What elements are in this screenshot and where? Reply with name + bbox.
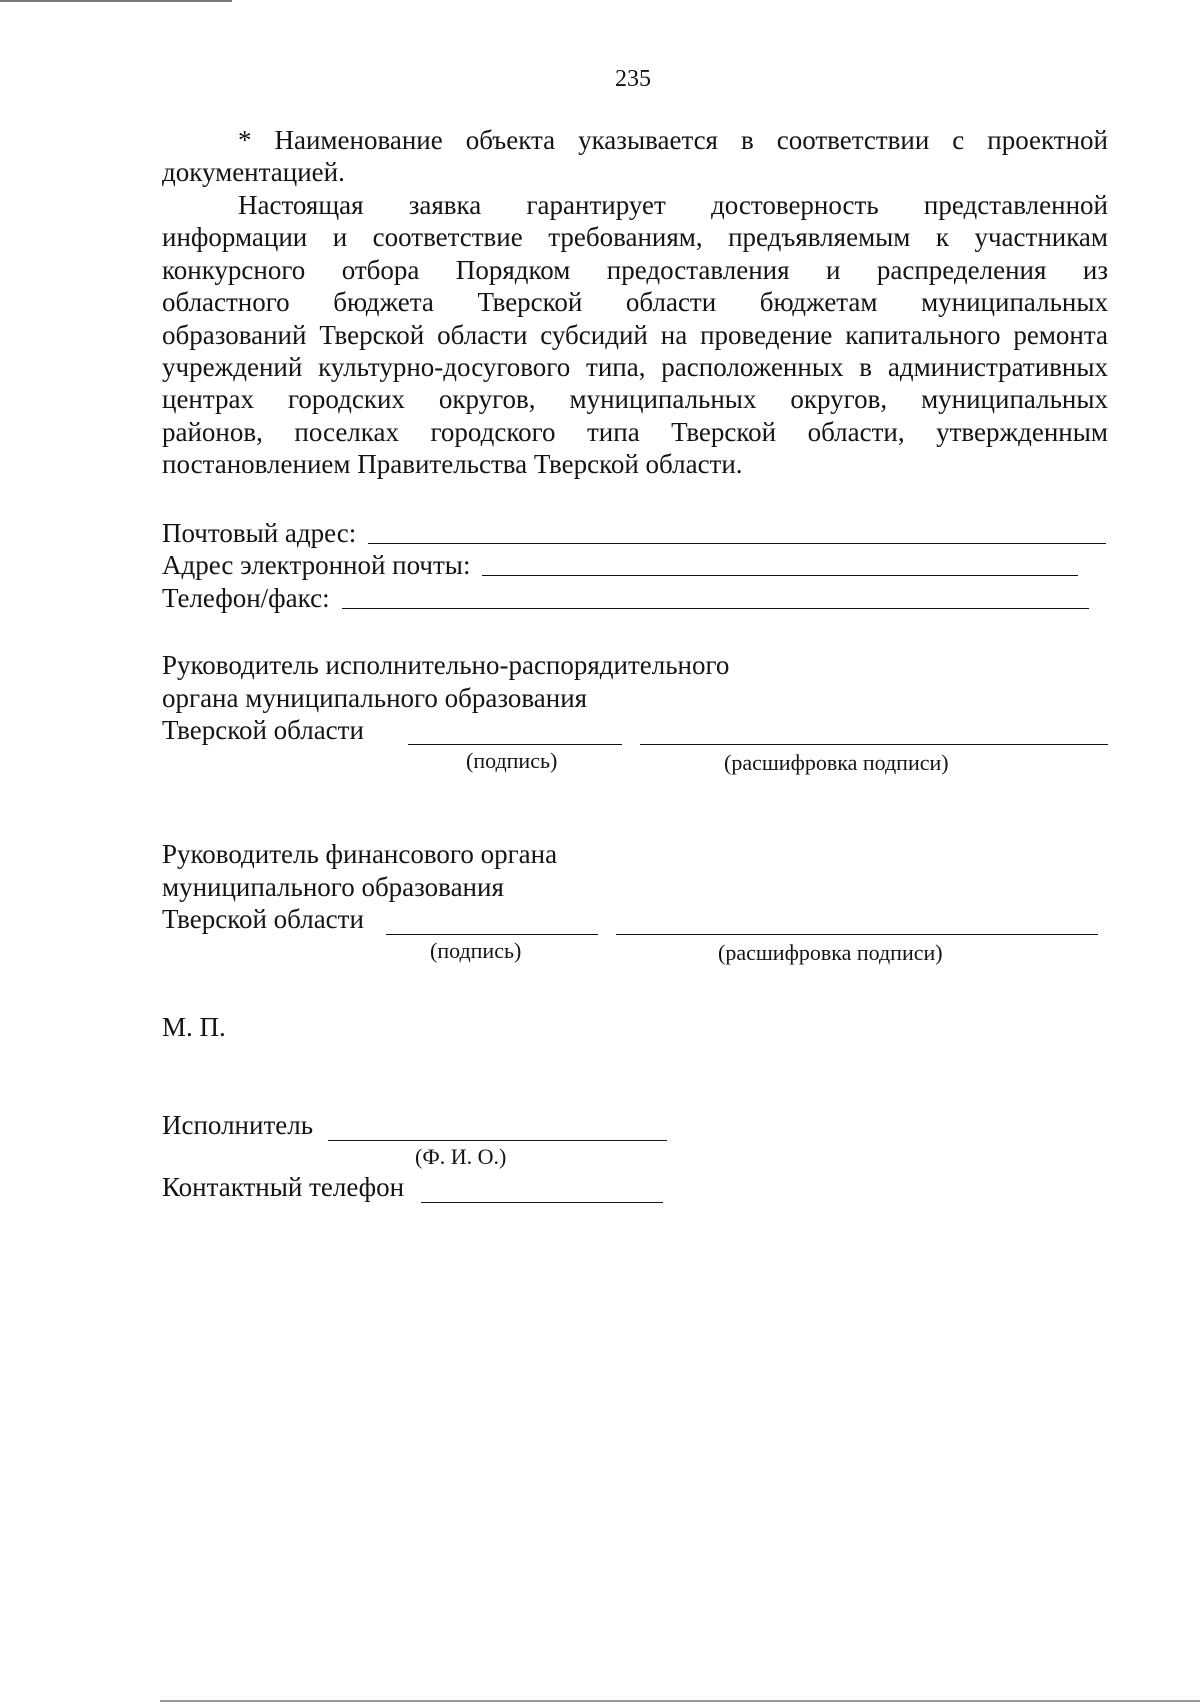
statement-line-9: постановлением Правительства Тверской области. <box>162 449 743 480</box>
contact-phone-label: Контактный телефон <box>162 1172 405 1202</box>
finance-decoding-line[interactable] <box>616 934 1098 935</box>
executive-head-line-1: Руководитель исполнительно-распорядительного <box>162 650 730 680</box>
statement-line-8: районов, поселках городского типа Тверской области, утвержденным <box>162 416 1108 447</box>
executive-head-line-2: органа муниципального образования <box>162 682 588 713</box>
executive-decoding-caption: (расшифровка подписи) <box>724 750 949 775</box>
finance-head-line-2: муниципального образования <box>162 871 504 902</box>
executor-label: Исполнитель <box>162 1110 314 1140</box>
email-field <box>162 549 1078 581</box>
statement-line-1: Настоящая заявка гарантирует достоверность представленной <box>238 190 1108 220</box>
executor-name-line[interactable] <box>328 1140 667 1141</box>
executive-signature-caption: (подпись) <box>466 748 558 773</box>
postal-address-blank[interactable] <box>368 542 1106 544</box>
statement-line-4: областного бюджета Тверской области бюджетам муниципальных <box>162 287 1108 318</box>
statement-line-7: центрах городских округов, муниципальных округов, муниципальных <box>162 384 1108 415</box>
page-number: 235 <box>615 66 651 92</box>
postal-address-field <box>162 517 1106 549</box>
scan-edge-bottom <box>160 1700 1200 1702</box>
finance-signature-caption: (подпись) <box>430 938 522 963</box>
email-label: Адрес электронной почты: <box>162 550 471 580</box>
statement-line-2: информации и соответствие требованиям, предъявляемым к участникам <box>162 222 1108 253</box>
finance-head-line-3: Тверской области <box>162 904 364 934</box>
phone-fax-blank[interactable] <box>342 607 1089 609</box>
footnote-line-2: документацией. <box>162 157 345 188</box>
executive-signature-line[interactable] <box>408 744 622 745</box>
finance-decoding-caption: (расшифровка подписи) <box>718 940 943 965</box>
email-blank[interactable] <box>482 574 1078 576</box>
executive-head-line-3: Тверской области <box>162 715 364 745</box>
scan-edge-top <box>0 0 232 2</box>
footnote-line-1: * Наименование объекта указывается в соответствии с проектной <box>238 125 1108 155</box>
phone-fax-field <box>162 582 1089 614</box>
statement-line-6: учреждений культурно-досугового типа, расположенных в административных <box>162 352 1108 383</box>
stamp-place-label: М. П. <box>162 1012 226 1042</box>
statement-line-3: конкурсного отбора Порядком предоставления и распределения из <box>162 254 1108 285</box>
finance-head-line-1: Руководитель финансового органа <box>162 839 558 869</box>
phone-fax-label: Телефон/факс: <box>162 583 330 613</box>
executor-name-caption: (Ф. И. О.) <box>415 1144 507 1169</box>
statement-line-5: образований Тверской области субсидий на проведение капитального ремонта <box>162 319 1108 350</box>
finance-head-block <box>162 838 557 936</box>
statement-paragraph <box>162 189 1108 481</box>
contact-phone-line[interactable] <box>421 1202 663 1203</box>
executive-head-block <box>162 649 729 747</box>
executive-decoding-line[interactable] <box>640 744 1108 745</box>
postal-address-label: Почтовый адрес: <box>162 518 357 548</box>
footnote <box>162 124 1108 189</box>
finance-signature-line[interactable] <box>386 934 598 935</box>
